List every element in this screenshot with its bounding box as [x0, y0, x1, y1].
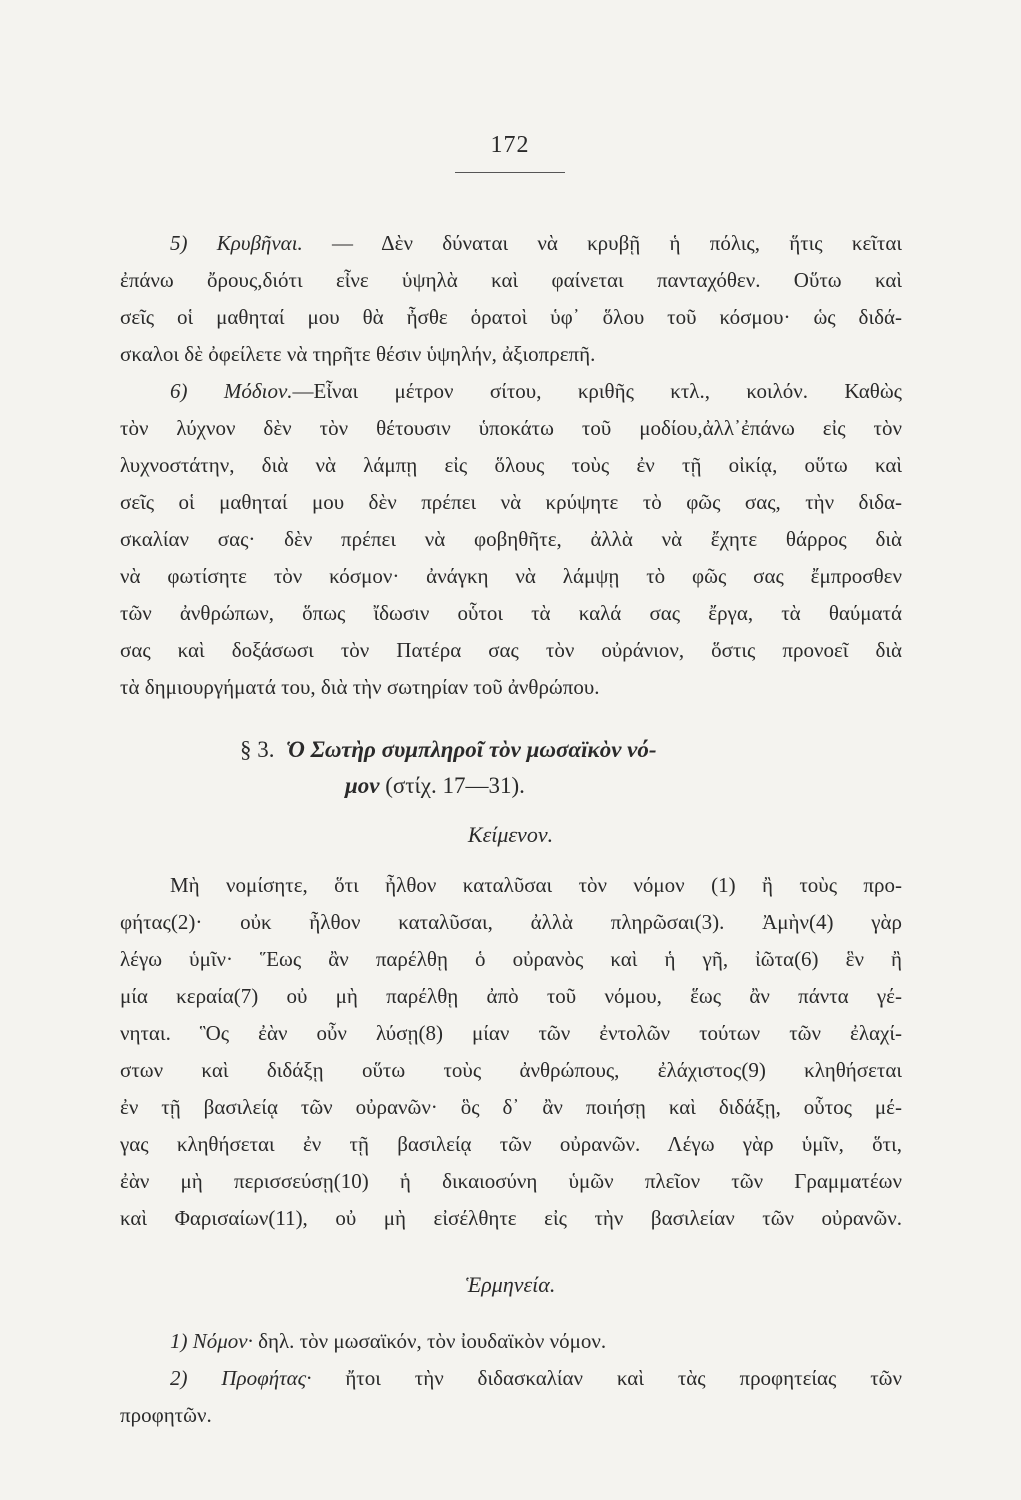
text-line-4: μία κεραία(7) οὐ μὴ παρέλθῃ ἀπὸ τοῦ νόμου, ἕως ἂν πάντα γέ- [120, 984, 902, 1008]
section-verses: (στίχ. 17—31). [385, 773, 525, 798]
section-heading-line-1 [240, 734, 800, 766]
para5-line-2: ἐπάνω ὄρους,διότι εἶνε ὑψηλὰ καὶ φαίνεται πανταχόθεν. Οὕτω καὶ [120, 268, 902, 292]
interpretation-heading: Ἑρμηνεία. [465, 1272, 556, 1297]
page-number-rule [455, 172, 565, 173]
text-heading: Κείμενον. [467, 822, 554, 847]
section-number: § 3. [240, 737, 275, 762]
note-2-text: ἤτοι τὴν διδασκαλίαν καὶ τὰς προφητείας τῶν [345, 1366, 902, 1390]
para6-line-3: λυχνοστάτην, διὰ νὰ λάμπῃ εἰς ὅλους τοὺς ἐν τῇ οἰκίᾳ, οὕτω καὶ [120, 453, 902, 477]
para5-line-3: σεῖς οἱ μαθηταί μου θὰ ἦσθε ὁρατοὶ ὑφ᾿ ὅλου τοῦ κόσμου· ὡς διδά- [120, 305, 902, 329]
note-2 [170, 1363, 902, 1393]
note-1 [170, 1326, 902, 1356]
para6-line-7: τῶν ἀνθρώπων, ὅπως ἴδωσιν οὗτοι τὰ καλά σας ἔργα, τὰ θαύματά [120, 601, 902, 625]
para5-line-1 [170, 228, 902, 258]
para5-text: — Δὲν δύναται νὰ κρυβῇ ἡ πόλις, ἥτις κεῖται [332, 231, 902, 255]
note-1-label: 1) Νόμον· [170, 1329, 253, 1353]
text-line-10: καὶ Φαρισαίων(11), οὐ μὴ εἰσέλθητε εἰς τὴν βασιλείαν τῶν οὐρανῶν. [120, 1206, 902, 1230]
text-line-8: γας κληθήσεται ἐν τῇ βασιλείᾳ τῶν οὐρανῶν. Λέγω γὰρ ὑμῖν, ὅτι, [120, 1132, 902, 1156]
section-heading-line-2 [345, 770, 905, 802]
text-line-6: στων καὶ διδάξῃ οὕτω τοὺς ἀνθρώπους, ἐλάχιστος(9) κληθήσεται [120, 1058, 902, 1082]
note-2-label: 2) Προφήτας· [170, 1366, 312, 1390]
note-1-text: δηλ. τὸν μωσαϊκόν, τὸν ἰουδαϊκὸν νόμον. [258, 1329, 607, 1353]
text-line-1: Μὴ νομίσητε, ὅτι ἦλθον καταλῦσαι τὸν νόμον (1) ἢ τοὺς προ- [170, 873, 902, 897]
section-title-cont: μον [345, 773, 380, 798]
para6-line-9: τὰ δημιουργήματά του, διὰ τὴν σωτηρίαν τοῦ ἀνθρώπου. [120, 675, 600, 699]
para6-line-4: σεῖς οἱ μαθηταί μου δὲν πρέπει νὰ κρύψητε τὸ φῶς σας, τὴν διδα- [120, 490, 902, 514]
para6-text: —Εἶναι μέτρον σίτου, κριθῆς κτλ., κοιλόν. Καθὼς [292, 379, 902, 403]
note-2-continued: προφητῶν. [120, 1403, 212, 1427]
para5-line-4: σκαλοι δὲ ὀφείλετε νὰ τηρῆτε θέσιν ὑψηλήν, ἀξιοπρεπῆ. [120, 342, 596, 366]
para6-line-5: σκαλίαν σας· δὲν πρέπει νὰ φοβηθῆτε, ἀλλὰ νὰ ἔχητε θάρρος διὰ [120, 527, 902, 551]
para6-line-1 [170, 376, 902, 406]
text-line-9: ἐὰν μὴ περισσεύσῃ(10) ἡ δικαιοσύνη ὑμῶν πλεῖον τῶν Γραμματέων [120, 1169, 902, 1193]
text-line-3: λέγω ὑμῖν· Ἕως ἂν παρέλθῃ ὁ οὐρανὸς καὶ ἡ γῆ, ἰῶτα(6) ἓν ἢ [120, 947, 902, 971]
para6-line-2: τὸν λύχνον δὲν τὸν θέτουσιν ὑποκάτω τοῦ μοδίου,ἀλλ᾿ἐπάνω εἰς τὸν [120, 416, 902, 440]
text-line-2: φήτας(2)· οὐκ ἦλθον καταλῦσαι, ἀλλὰ πληρῶσαι(3). Ἀμὴν(4) γὰρ [120, 910, 902, 934]
text-line-5: νηται. Ὃς ἐὰν οὖν λύσῃ(8) μίαν τῶν ἐντολῶν τούτων τῶν ἐλαχί- [120, 1021, 902, 1045]
para6-line-8: σας καὶ δοξάσωσι τὸν Πατέρα σας τὸν οὐράνιον, ὅστις προνοεῖ διὰ [120, 638, 902, 662]
page-number: 172 [490, 132, 530, 158]
para5-label: 5) Κρυβῆναι. [170, 231, 303, 255]
para6-line-6: νὰ φωτίσητε τὸν κόσμον· ἀνάγκη νὰ λάμψῃ τὸ φῶς σας ἔμπροσθεν [120, 564, 902, 588]
text-line-7: ἐν τῇ βασιλείᾳ τῶν οὐρανῶν· ὃς δ᾿ ἂν ποιήσῃ καὶ διδάξῃ, οὗτος μέ- [120, 1095, 902, 1119]
section-title: Ὁ Σωτὴρ συμπληροῖ τὸν μωσαϊκὸν νό- [286, 737, 657, 762]
para6-label: 6) Μόδιον. [170, 379, 293, 403]
